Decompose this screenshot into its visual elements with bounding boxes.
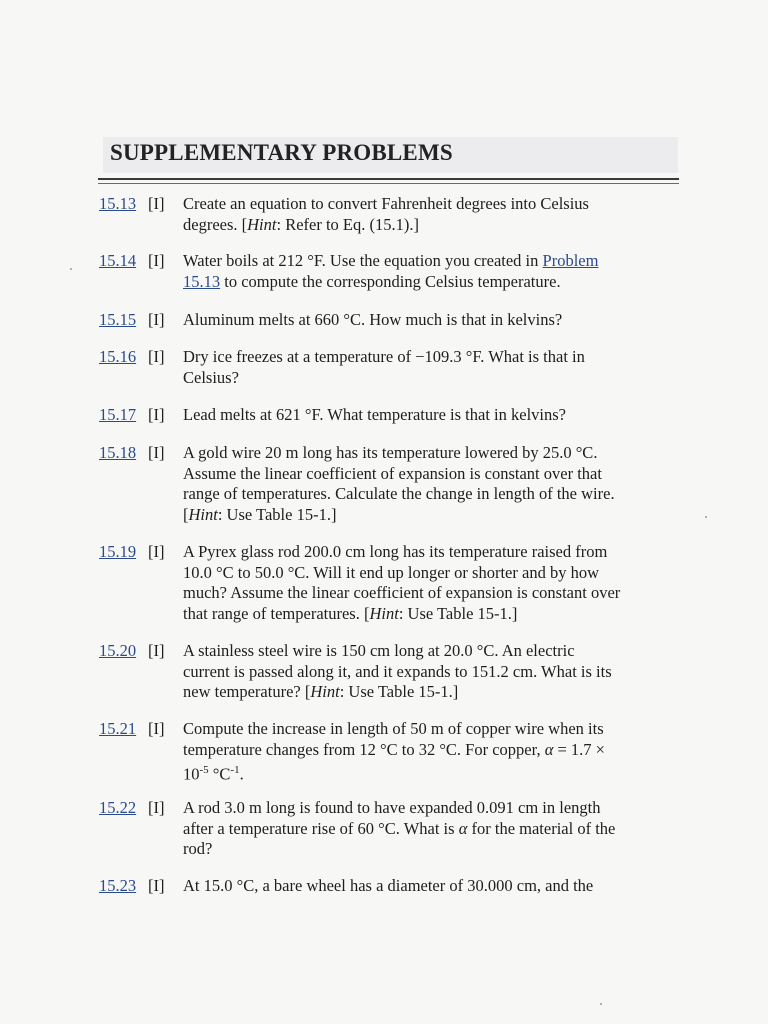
problem-level: [I]: [148, 310, 165, 329]
problem-text: A rod 3.0 m long is found to have expanded 0.091 cm in length after a temperature rise of 60 °C. What is α for the material of the rod?: [183, 798, 616, 858]
problem-level: [I]: [148, 251, 165, 270]
problem-level: [I]: [148, 641, 165, 660]
problem-text: Aluminum melts at 660 °C. How much is that in kelvins?: [183, 310, 563, 329]
problem-number-link[interactable]: 15.18: [99, 443, 137, 462]
problem-text: A Pyrex glass rod 200.0 cm long has its temperature raised from 10.0 °C to 50.0 °C. Will it end up longer or shorter and by how much? Assume the linear coefficient of expansion is constant over that range of temperatures. [Hint: Use Table 15-1.]: [183, 542, 621, 623]
problem-text: Compute the increase in length of 50 m of copper wire when its temperature changes from 12 °C to 32 °C. For copper, α = 1.7 × $10^{-5}$ $^\circ C^{-1}$.: [183, 719, 605, 784]
problem-number-link[interactable]: 15.14: [99, 251, 137, 270]
scan-speck: [70, 268, 72, 270]
scan-speck: [600, 1003, 602, 1005]
problem-number-link[interactable]: 15.17: [99, 405, 137, 424]
section-heading: SUPPLEMENTARY PROBLEMS: [110, 140, 453, 165]
problem-number-link[interactable]: 15.19: [99, 542, 137, 561]
problem-text: Create an equation to convert Fahrenheit degrees into Celsius degrees. [Hint: Refer to Eq. (15.1).]: [183, 194, 589, 234]
problem-number-link[interactable]: 15.21: [99, 719, 137, 738]
problem-text: A gold wire 20 m long has its temperature lowered by 25.0 °C. Assume the linear coefficient of expansion is constant over that range of temperatures. Calculate the change in length of the wire. [Hint: Use Table 15-1.]: [183, 443, 615, 524]
problem-level: [I]: [148, 719, 165, 738]
problem-number-link[interactable]: 15.15: [99, 310, 137, 329]
problem-number-link[interactable]: 15.23: [99, 876, 137, 895]
problem-level: [I]: [148, 347, 165, 366]
heading-rule: [98, 178, 679, 180]
problem-text: Water boils at 212 °F. Use the equation you created in Problem 15.13 to compute the corresponding Celsius temperature.: [183, 251, 599, 291]
problem-level: [I]: [148, 443, 165, 462]
problem-number-link[interactable]: 15.16: [99, 347, 137, 366]
problem-reference-link[interactable]: Problem 15.13: [183, 251, 599, 291]
heading-rule-thin: [98, 183, 679, 184]
problem-level: [I]: [148, 194, 165, 213]
problem-text: Dry ice freezes at a temperature of −109.3 °F. What is that in Celsius?: [183, 347, 585, 387]
problem-level: [I]: [148, 405, 165, 424]
problem-text: Lead melts at 621 °F. What temperature is that in kelvins?: [183, 405, 566, 424]
problem-text: A stainless steel wire is 150 cm long at 20.0 °C. An electric current is passed along it, and it expands to 151.2 cm. What is its new temperature? [Hint: Use Table 15-1.]: [183, 641, 612, 701]
problem-number-link[interactable]: 15.22: [99, 798, 137, 817]
problem-level: [I]: [148, 876, 165, 895]
problem-level: [I]: [148, 798, 165, 817]
problem-text: At 15.0 °C, a bare wheel has a diameter of 30.000 cm, and the: [183, 876, 594, 895]
scan-speck: [705, 516, 707, 518]
problem-number-link[interactable]: 15.13: [99, 194, 137, 213]
problem-number-link[interactable]: 15.20: [99, 641, 137, 660]
problem-level: [I]: [148, 542, 165, 561]
